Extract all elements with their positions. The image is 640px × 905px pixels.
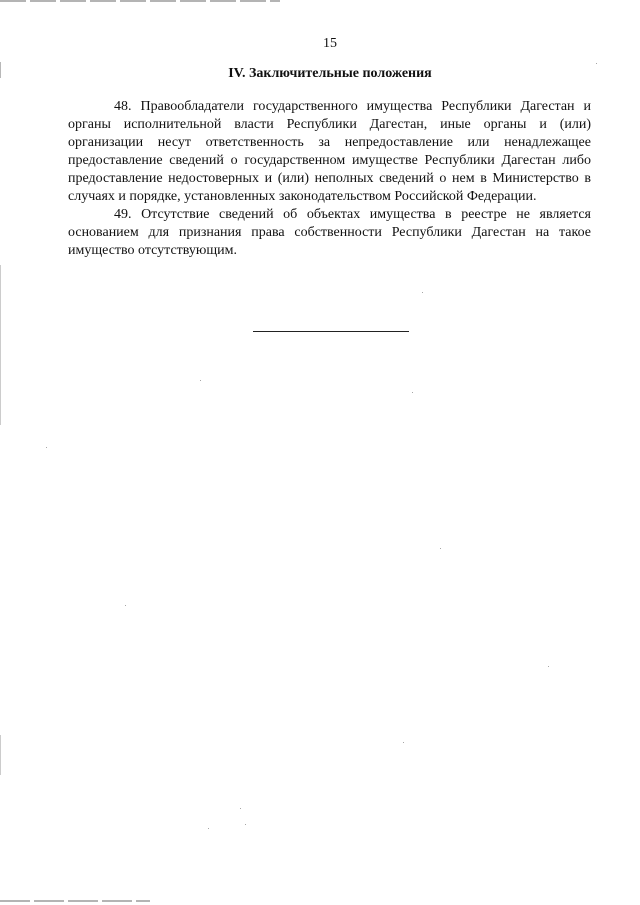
paragraph-48: 48. Правообладатели государственного имущества Республики Дагестан и органы исполнительной власти Республики Дагестан, иные органы и (или) организации несут ответственность за непредоставление или ненадлежащее предоставление сведений о государственном имуществе Республики Дагестан либо предоставление недостоверных и (или) неполных сведений о нем в Министерство в случаях и порядке, установленных законодательством Российской Федерации. <box>68 99 591 204</box>
scan-speck <box>240 808 241 809</box>
scan-edge-mark-bottom <box>0 900 150 902</box>
section-heading: IV. Заключительные положения <box>228 66 432 81</box>
scan-speck <box>403 742 404 743</box>
scan-speck <box>412 392 413 393</box>
scan-speck <box>208 828 209 829</box>
scan-edge-mark-left <box>0 735 1 775</box>
scan-speck <box>548 666 549 667</box>
document-body <box>68 98 591 260</box>
paragraph-49: 49. Отсутствие сведений об объектах имущества в реестре не является основанием для признания права собственности Республики Дагестан на такое имущество отсутствующим. <box>68 207 591 258</box>
page-number: 15 <box>323 36 337 51</box>
scan-speck <box>245 824 246 825</box>
scan-speck <box>422 292 423 293</box>
scan-speck <box>125 605 126 606</box>
end-separator-line <box>253 331 409 332</box>
scan-speck <box>200 380 201 381</box>
scan-edge-mark-top <box>0 0 280 2</box>
scan-edge-mark-left <box>0 265 1 425</box>
scan-speck <box>440 548 441 549</box>
scan-speck <box>46 447 47 448</box>
scan-speck <box>596 63 597 64</box>
